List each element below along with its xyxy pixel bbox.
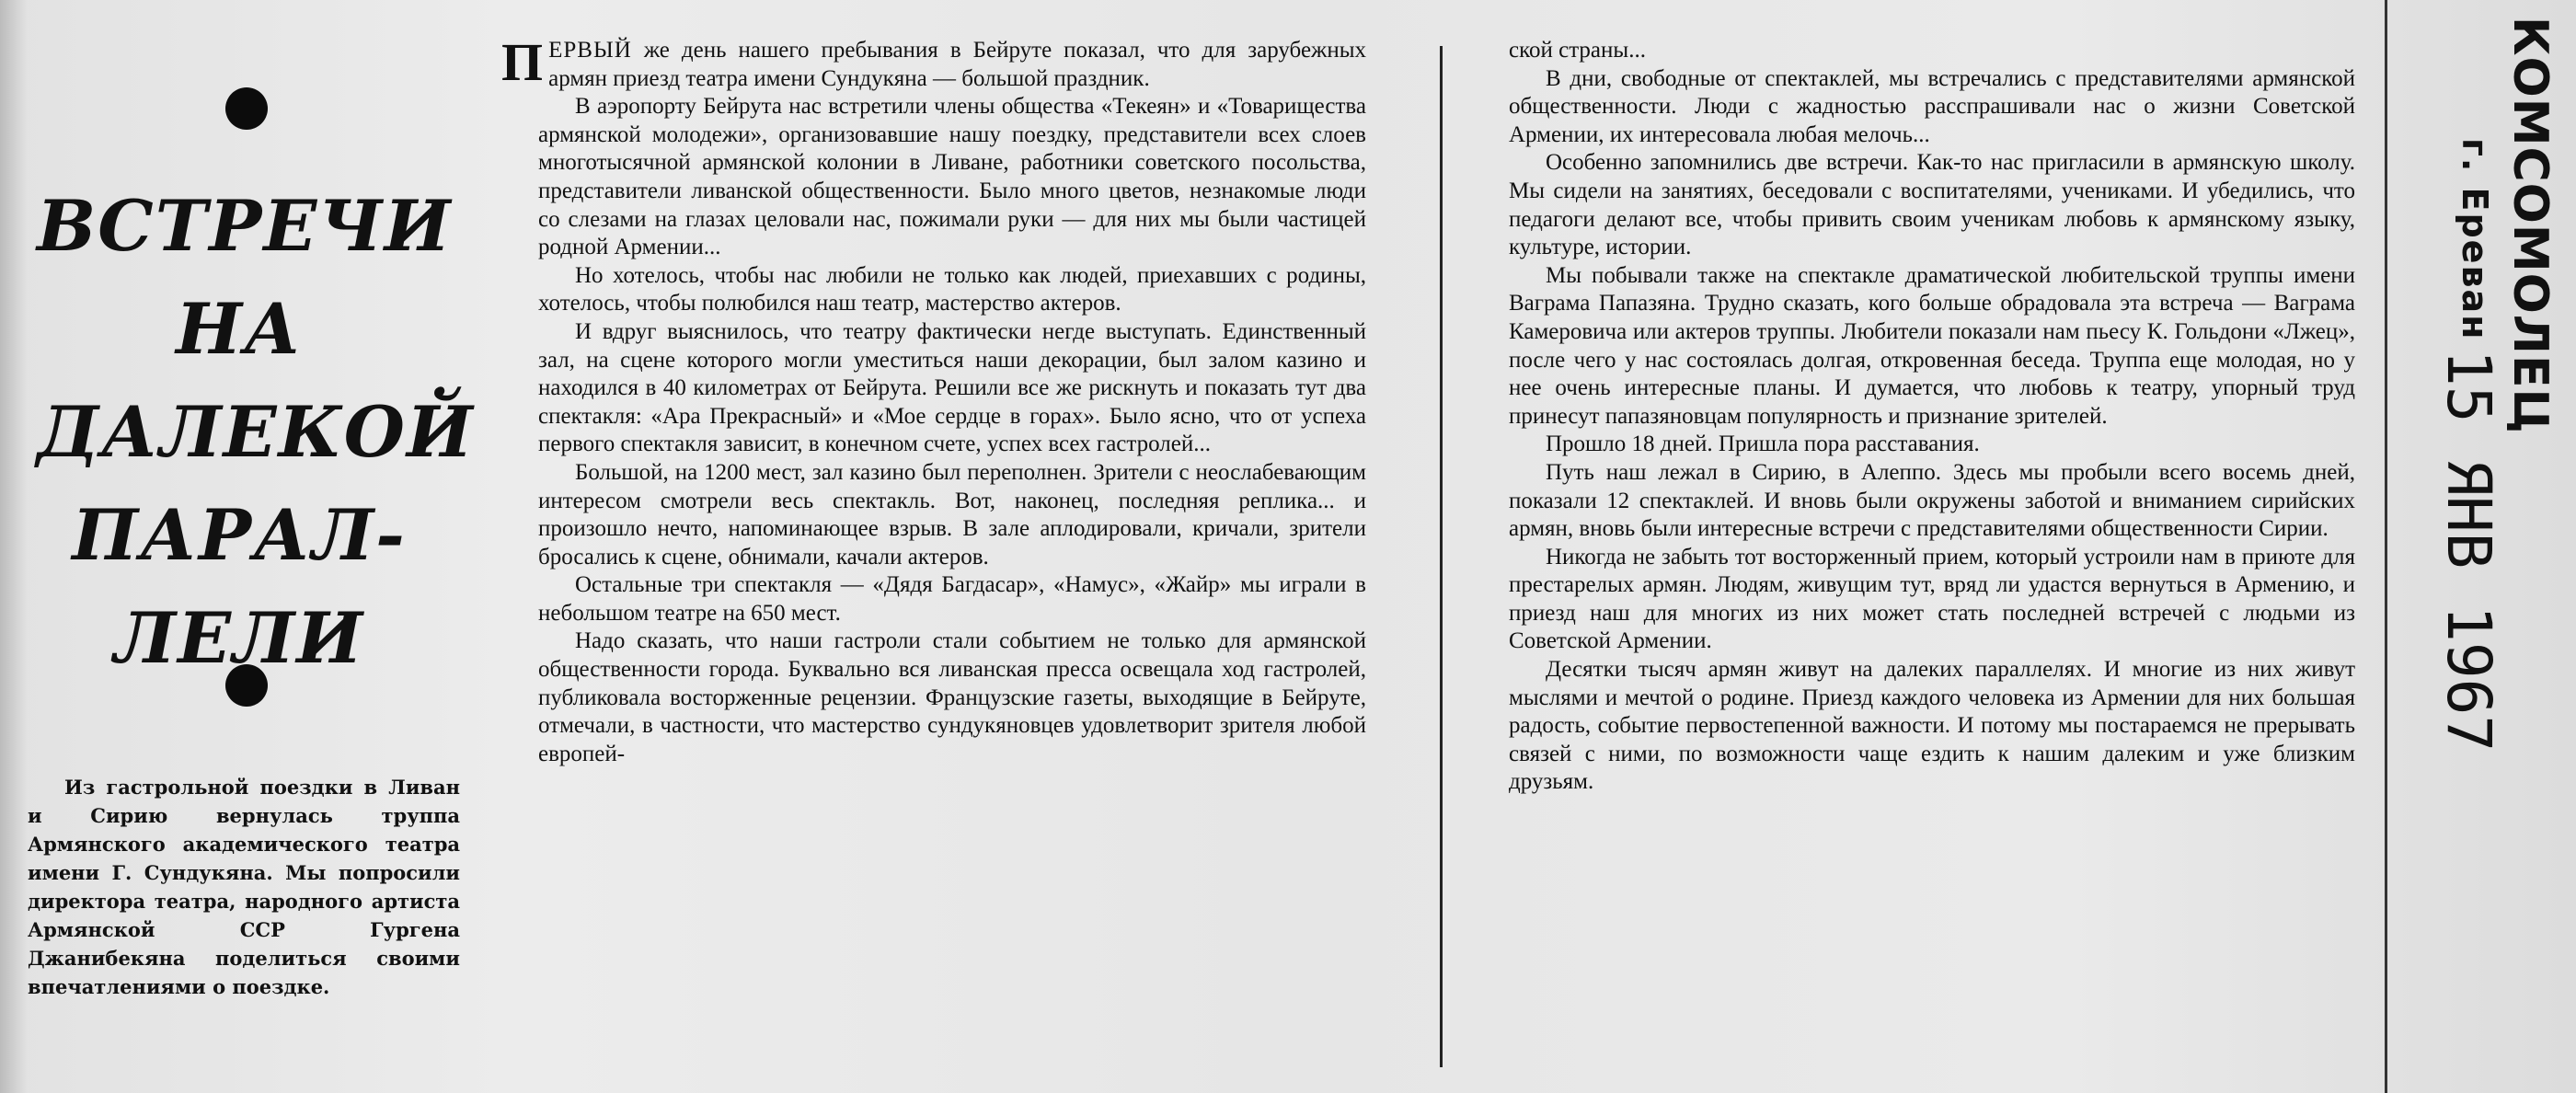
article-lead: Из гастрольной поездки в Ливан и Сирию вернулась труппа Армянского академического театра имени Г. Сундукяна. Мы попросили директора театра, народного артиста Армянской ССР Гургена Джанибекяна поделиться своими впечатлениями о поездке. (28, 776, 460, 998)
paragraph: Особенно запомнились две встречи. Как-то нас пригласили в армянскую школу. Мы сидели на занятиях, беседовали с воспитателями, учениками. И убедились, что педагоги делают все, чтобы привить своим ученикам любовь к армянскому языку, культуре, истории. (1509, 150, 2355, 260)
headline-line-5: ЛЕЛИ (113, 597, 365, 679)
paragraph: Путь наш лежал в Сирию, в Алеппо. Здесь мы пробыли всего восемь дней, показали 12 спектаклей. И вновь были окружены заботой и вниманием сирийских армян, вновь были интересные встречи с представителями общественности Сирии. (1509, 459, 2355, 542)
headline-line-1: ВСТРЕЧИ (37, 185, 453, 267)
paragraph: В дни, свободные от спектаклей, мы встречались с представителями армянской общественности. Люди с жадностью расспрашивали нас о жизни Советской Армении, их интересовала любая мелочь... (1509, 65, 2355, 147)
decorative-dot-top (225, 87, 268, 130)
column-divider (1440, 46, 1443, 1067)
paragraph: Большой, на 1200 мест, зал казино был переполнен. Зрители с неослабевающим интересом смотрели весь спектакль. Вот, наконец, последняя реплика... и произошло нечто, напоминающее взрыв. В зале аплодировали, кричали, зрители бросались к сцене, обнимали, качали актеров. (538, 459, 1366, 570)
stamp-date: 15 ЯНВ 1967 (2433, 350, 2504, 753)
paragraph: Мы побывали также на спектакле драматической любительской труппы имени Ваграма Папазяна. Трудно сказать, кого больше обрадовала эта встреча — Ваграма Камеровича или актеров труппы. Любители показали нам пьесу К. Гольдони «Лжец», после чего у нас состоялась долгая, откровенная беседа. Труппа еще молодая, но у нее очень интересные планы. И думается, что любовь к театру, упорный труд принесут папазяновцам популярность и признание зрителей. (1509, 262, 2355, 429)
scan-edge-shadow (0, 0, 28, 1093)
article-headline (37, 175, 475, 690)
paragraph: Никогда не забыть тот восторженный прием, который устроили нам в приюте для престарелых армян. Людям, живущим тут, вряд ли удастся вернуться в Армению, и приезд наш для многих из них может стать последней встречей с людьми из Советской Армении. (1509, 544, 2355, 654)
headline-line-3: ДАЛЕКОЙ (37, 391, 475, 473)
first-paragraph-text: же день нашего пребывания в Бейруте показал, что для зарубежных армян приезд театра имени Сундукяна — большой праздник. (548, 38, 1366, 91)
first-paragraph (501, 32, 1366, 93)
paragraph: И вдруг выяснилось, что театру фактически негде выступать. Единственный зал, на сцене которого могли уместиться наши декорации, был залом казино и находился в 40 километрах от Бейрута. Решили все же рискнуть и показать тут два спектакля: «Ара Прекрасный» и «Мое сердце в горах». Было ясно, что от успеха первого спектакля зависит, в конечном счете, успех всех гастролей... (538, 318, 1366, 457)
headline-line-4: ПАРАЛ- (72, 494, 407, 576)
newspaper-city: г. Ереван (2455, 138, 2495, 341)
newspaper-name: КОМСОМОЛЕЦ (2502, 17, 2558, 434)
paragraph: Прошло 18 дней. Пришла пора расставания. (1546, 431, 1980, 457)
article-column-1 (501, 32, 1366, 768)
paragraph: Десятки тысяч армян живут на далеких параллелях. И многие из них живут мыслями и мечтой о родине. Приезд каждого человека из Армении для них большая радость, событие первостепенной важности. И потому мы постараемся не прерывать связей с ними, по возможности чаще ездить к нашим далеким и уже близким друзьям. (1509, 657, 2355, 795)
article-column-2 (1509, 37, 2355, 797)
drop-cap: П (501, 32, 544, 92)
stamp-divider (2385, 0, 2387, 1093)
paragraph: Надо сказать, что наши гастроли стали событием не только для армянской общественности города. Буквально вся ливанская пресса освещала ход гастролей, публиковала восторженные рецензии. Французские газеты, выходящие в Бейруте, отмечали, в частности, что мастерство сундукяновцев удовлетворит зрителя любой европей- (538, 628, 1366, 766)
continuation-line: ской страны... (1509, 38, 1646, 63)
headline-line-2: НА (176, 288, 303, 370)
paragraph: Остальные три спектакля — «Дядя Багдасар», «Намус», «Жайр» мы играли в небольшом театре на 650 мест. (538, 572, 1366, 626)
first-word: ЕРВЫЙ (548, 38, 632, 63)
paragraph: В аэропорту Бейрута нас встретили члены общества «Текеян» и «Товарищества армянской молодежи», организовавшие нашу поездку, представители всех слоев многотысячной армянской колонии в Ливане, работники советского посольства, представители ливанской общественности. Было много цветов, незнакомые люди со слезами на глазах целовали нас, пожимали руки — для них мы были частицей родной Армении... (538, 94, 1366, 260)
paragraph: Но хотелось, чтобы нас любили не только как людей, приехавших с родины, хотелось, чтобы полюбился наш театр, мастерство актеров. (538, 262, 1366, 316)
